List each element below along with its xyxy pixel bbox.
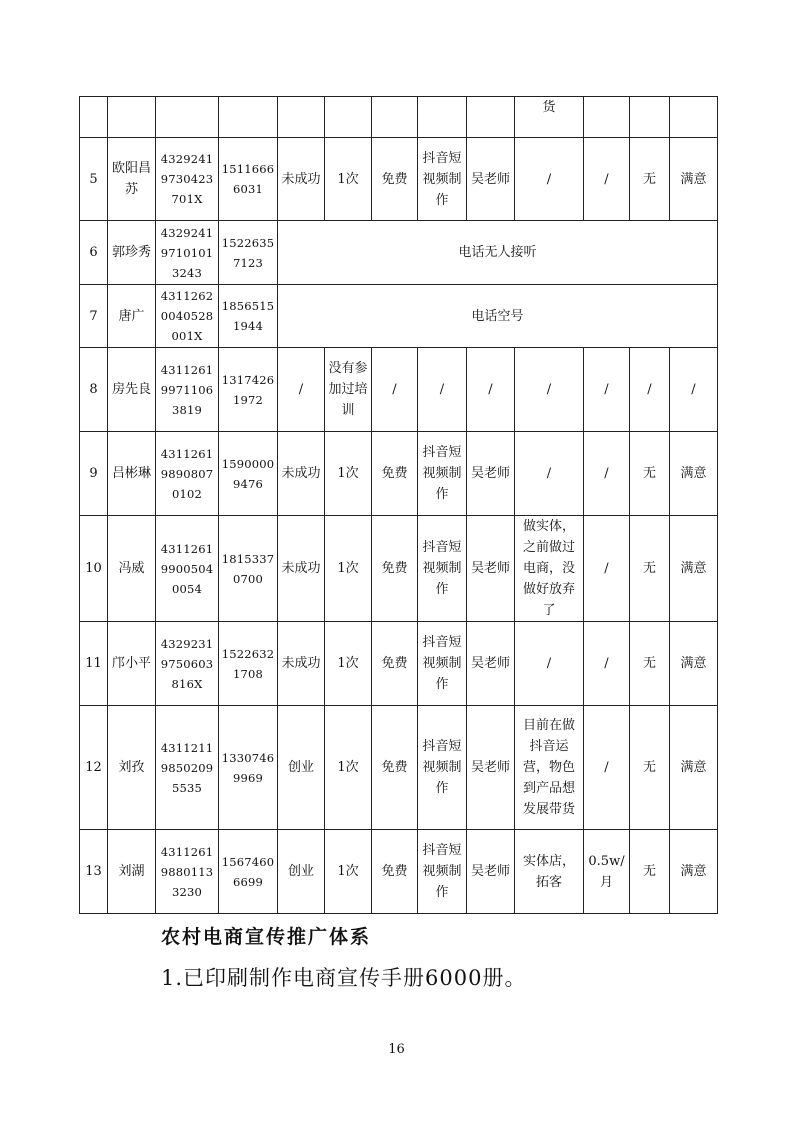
survey-table <box>79 96 718 914</box>
table-row <box>80 432 718 516</box>
paragraph-1: 1.已印刷制作电商宣传手册6000册。 <box>161 966 527 990</box>
phone-number: 15226357123 <box>219 221 278 285</box>
fee: 免费 <box>372 830 418 914</box>
income: 0.5w/月 <box>584 830 630 914</box>
evaluation: 满意 <box>670 432 718 516</box>
status: 做实体，之前做过电商，没做好放弃了 <box>515 516 584 622</box>
course: 抖音短视频制作 <box>418 706 467 830</box>
row-number: 11 <box>80 622 108 706</box>
fee: 免费 <box>372 432 418 516</box>
section-title: 农村电商宣传推广体系 <box>161 926 372 948</box>
row-number: 10 <box>80 516 108 622</box>
phone-number: 18153370700 <box>219 516 278 622</box>
income: / <box>584 348 630 432</box>
id-number: 431126199711063819 <box>156 348 219 432</box>
table-row <box>80 622 718 706</box>
phone-number: 15116666031 <box>219 138 278 221</box>
course: 抖音短视频制作 <box>418 516 467 622</box>
person-name: 刘孜 <box>108 706 156 830</box>
id-number: 432924197101013243 <box>156 221 219 285</box>
cell-continued: 货 <box>515 97 584 138</box>
person-name: 刘湖 <box>108 830 156 914</box>
fee: 免费 <box>372 622 418 706</box>
course: 抖音短视频制作 <box>418 138 467 221</box>
evaluation: 满意 <box>670 516 718 622</box>
evaluation: 满意 <box>670 706 718 830</box>
phone-number: 13307469969 <box>219 706 278 830</box>
id-number: 431126199005040054 <box>156 516 219 622</box>
status: / <box>515 432 584 516</box>
id-number: 431126198801133230 <box>156 830 219 914</box>
evaluation: 满意 <box>670 138 718 221</box>
income: / <box>584 516 630 622</box>
fee: 免费 <box>372 706 418 830</box>
fee: / <box>372 348 418 432</box>
table-row <box>80 348 718 432</box>
table-row <box>80 830 718 914</box>
row-number: 5 <box>80 138 108 221</box>
row-number: 13 <box>80 830 108 914</box>
other: 无 <box>630 432 670 516</box>
phone-number: 15900009476 <box>219 432 278 516</box>
result: 未成功 <box>278 432 325 516</box>
table-row <box>80 516 718 622</box>
result: 创业 <box>278 706 325 830</box>
times: 1次 <box>325 138 372 221</box>
id-number: 43112620040528001X <box>156 285 219 348</box>
other: 无 <box>630 706 670 830</box>
status: / <box>515 622 584 706</box>
row-number: 6 <box>80 221 108 285</box>
status: / <box>515 348 584 432</box>
times: 1次 <box>325 706 372 830</box>
row-number: 12 <box>80 706 108 830</box>
times: 没有参加过培训 <box>325 348 372 432</box>
teacher: 吴老师 <box>467 516 515 622</box>
income: / <box>584 138 630 221</box>
result: 创业 <box>278 830 325 914</box>
status: 目前在做抖音运营，物色到产品想发展带货 <box>515 706 584 830</box>
result: 未成功 <box>278 138 325 221</box>
evaluation: 满意 <box>670 830 718 914</box>
phone-number: 15674606699 <box>219 830 278 914</box>
person-name: 欧阳昌苏 <box>108 138 156 221</box>
teacher: / <box>467 348 515 432</box>
call-note: 电话无人接听 <box>278 221 718 285</box>
result: 未成功 <box>278 622 325 706</box>
other: / <box>630 348 670 432</box>
call-note: 电话空号 <box>278 285 718 348</box>
table-row <box>80 138 718 221</box>
other: 无 <box>630 516 670 622</box>
other: 无 <box>630 830 670 914</box>
teacher: 吴老师 <box>467 706 515 830</box>
course: / <box>418 348 467 432</box>
other: 无 <box>630 622 670 706</box>
result: 未成功 <box>278 516 325 622</box>
person-name: 房先良 <box>108 348 156 432</box>
fee: 免费 <box>372 516 418 622</box>
income: / <box>584 622 630 706</box>
status: 实体店，拓客 <box>515 830 584 914</box>
phone-number: 18565151944 <box>219 285 278 348</box>
teacher: 吴老师 <box>467 432 515 516</box>
teacher: 吴老师 <box>467 622 515 706</box>
times: 1次 <box>325 516 372 622</box>
row-number: 7 <box>80 285 108 348</box>
income: / <box>584 706 630 830</box>
person-name: 郭珍秀 <box>108 221 156 285</box>
person-name: 冯威 <box>108 516 156 622</box>
income: / <box>584 432 630 516</box>
course: 抖音短视频制作 <box>418 830 467 914</box>
fee: 免费 <box>372 138 418 221</box>
table-row <box>80 706 718 830</box>
table-row-top <box>80 97 718 138</box>
row-number: 9 <box>80 432 108 516</box>
teacher: 吴老师 <box>467 138 515 221</box>
person-name: 邝小平 <box>108 622 156 706</box>
status: / <box>515 138 584 221</box>
id-number: 43292419730423701X <box>156 138 219 221</box>
person-name: 吕彬琳 <box>108 432 156 516</box>
course: 抖音短视频制作 <box>418 622 467 706</box>
table-row <box>80 285 718 348</box>
id-number: 431126198908070102 <box>156 432 219 516</box>
course: 抖音短视频制作 <box>418 432 467 516</box>
evaluation: / <box>670 348 718 432</box>
person-name: 唐广 <box>108 285 156 348</box>
phone-number: 13174261972 <box>219 348 278 432</box>
page-number: 16 <box>388 1042 405 1057</box>
id-number: 431121198502095535 <box>156 706 219 830</box>
times: 1次 <box>325 622 372 706</box>
phone-number: 15226321708 <box>219 622 278 706</box>
times: 1次 <box>325 432 372 516</box>
result: / <box>278 348 325 432</box>
evaluation: 满意 <box>670 622 718 706</box>
other: 无 <box>630 138 670 221</box>
times: 1次 <box>325 830 372 914</box>
teacher: 吴老师 <box>467 830 515 914</box>
row-number: 8 <box>80 348 108 432</box>
id-number: 43292319750603816X <box>156 622 219 706</box>
table-row <box>80 221 718 285</box>
